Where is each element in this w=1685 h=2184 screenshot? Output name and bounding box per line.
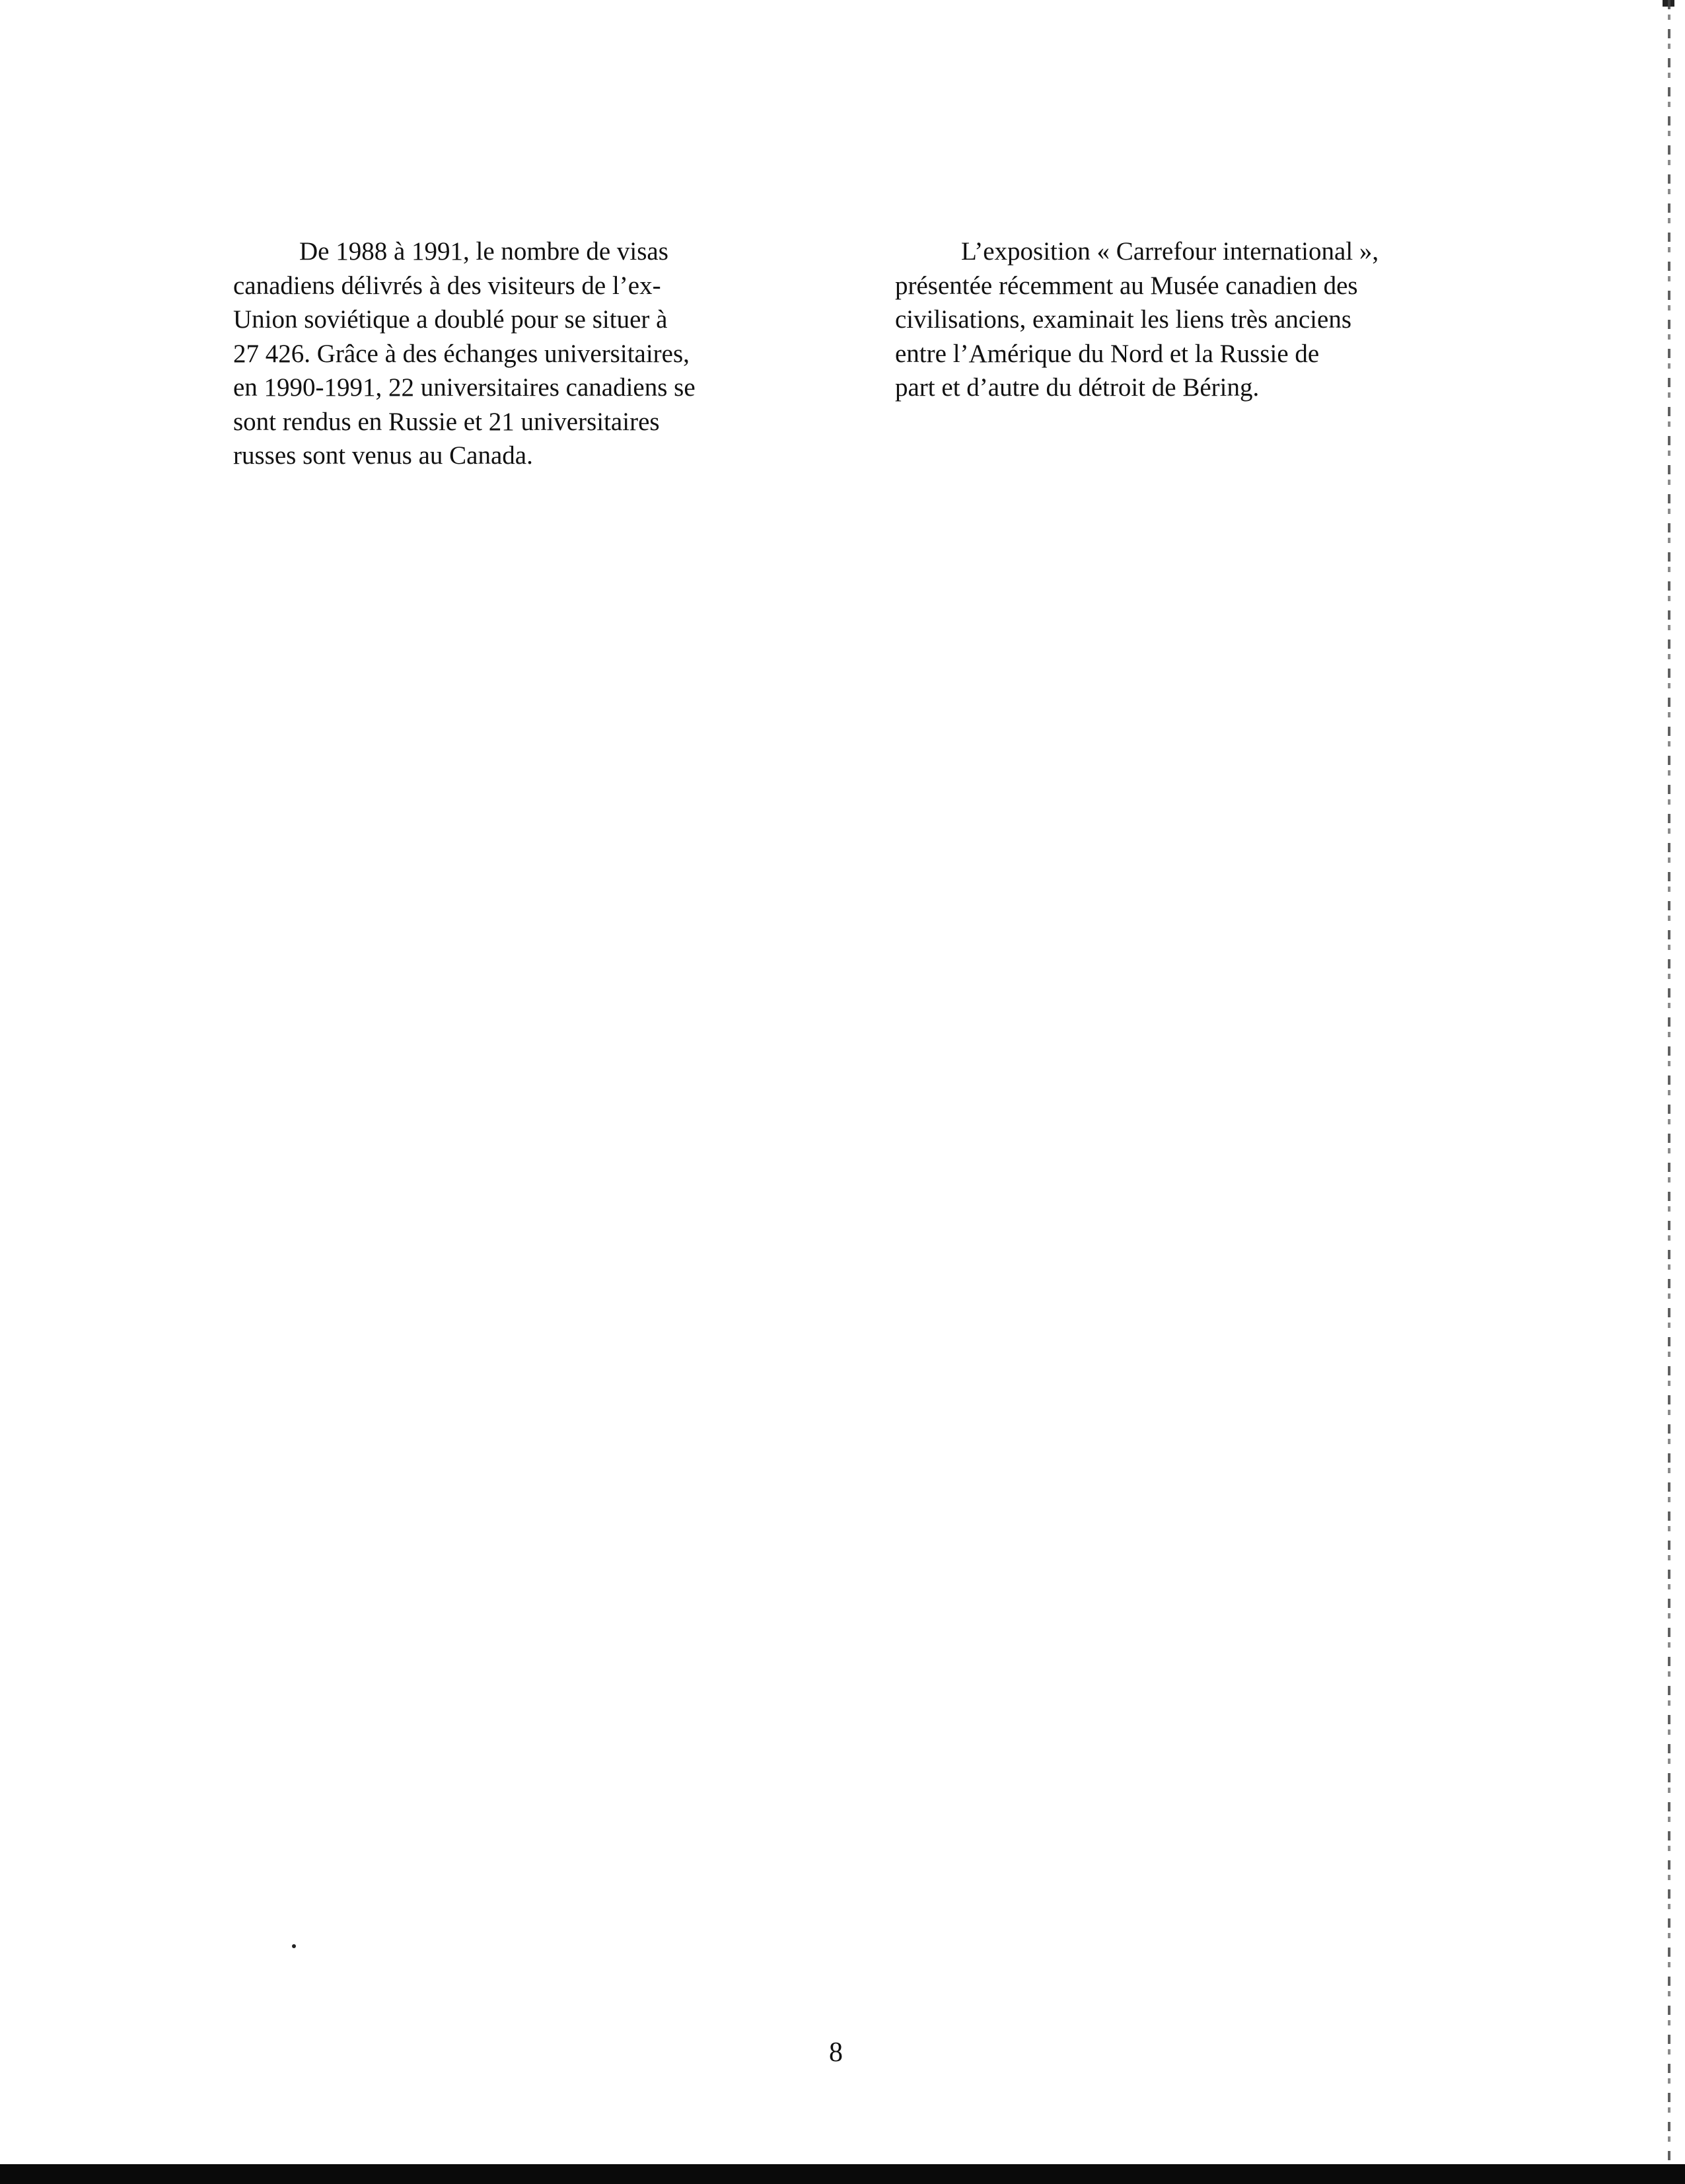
text-line: sont rendus en Russie et 21 universitaires [233, 407, 660, 436]
text-line: 27 426. Grâce à des échanges universitaires, [233, 339, 690, 368]
text-line: part et d’autre du détroit de Béring. [895, 373, 1260, 402]
text-line: russes sont venus au Canada. [233, 441, 533, 470]
left-column-paragraph [233, 235, 788, 473]
text-line: en 1990-1991, 22 universitaires canadiens se [233, 373, 696, 402]
scan-edge-artifact [1668, 0, 1670, 2184]
scan-speck [292, 1944, 296, 1948]
text-line: entre l’Amérique du Nord et la Russie de [895, 339, 1320, 368]
text-line: Union soviétique a doublé pour se situer à [233, 305, 668, 334]
text-line: présentée récemment au Musée canadien des [895, 271, 1358, 300]
right-column-paragraph [895, 235, 1450, 405]
text-line: De 1988 à 1991, le nombre de visas [299, 237, 668, 266]
scan-bottom-band [0, 2164, 1685, 2184]
text-line: canadiens délivrés à des visiteurs de l’ex- [233, 271, 661, 300]
text-line: civilisations, examinait les liens très anciens [895, 305, 1351, 334]
page-number: 8 [829, 2037, 843, 2068]
text-line: L’exposition « Carrefour international », [961, 237, 1379, 266]
